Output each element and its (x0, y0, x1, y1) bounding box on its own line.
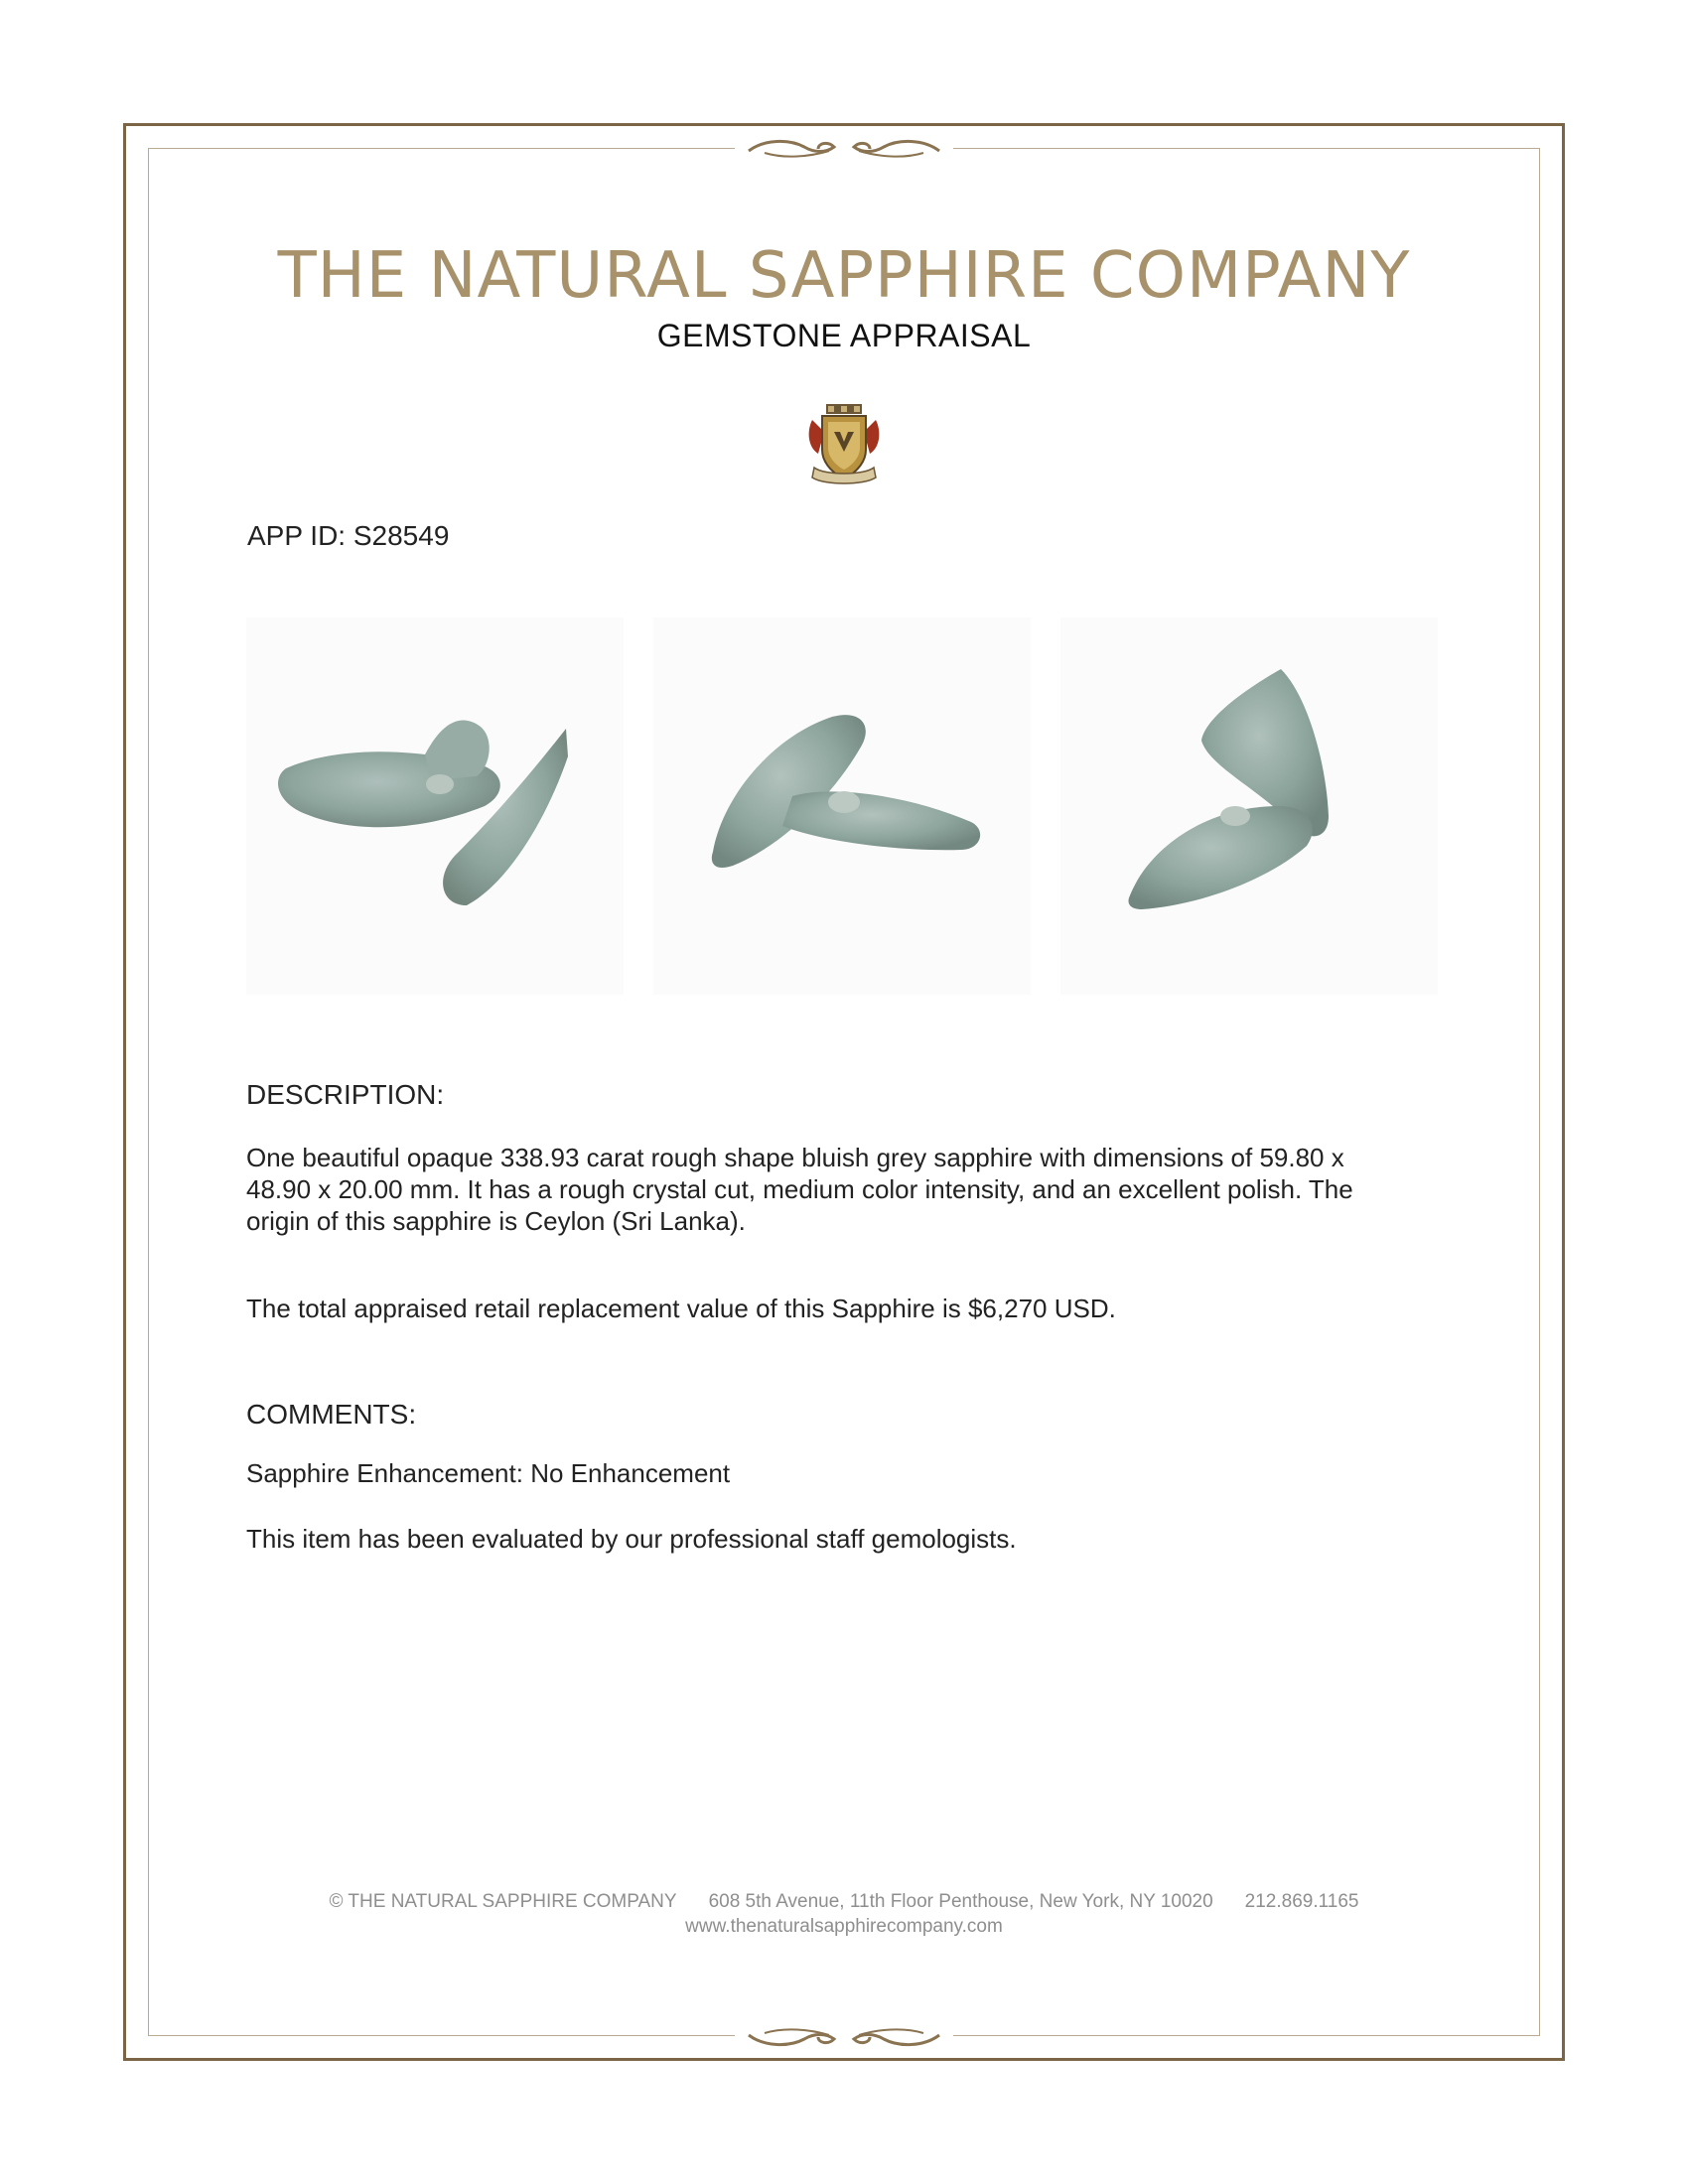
evaluation-note: This item has been evaluated by our professional staff gemologists. (246, 1524, 1017, 1554)
sapphire-photo-view-1-icon (246, 617, 624, 995)
description-body (246, 1142, 1458, 1237)
description-line: 48.90 x 20.00 mm. It has a rough crystal cut, medium color intensity, and an excellent polish. The (246, 1174, 1353, 1204)
description-line: origin of this sapphire is Ceylon (Sri Lanka). (246, 1206, 746, 1236)
footer-address: 608 5th Avenue, 11th Floor Penthouse, New York, NY 10020 (708, 1891, 1213, 1912)
description-line: One beautiful opaque 338.93 carat rough shape bluish grey sapphire with dimensions of 59.80 x (246, 1143, 1344, 1172)
footer-contact (149, 1890, 1539, 1914)
app-id: APP ID: S28549 (247, 520, 450, 551)
appraised-value: The total appraised retail replacement value of this Sapphire is $6,270 USD. (246, 1294, 1116, 1323)
sapphire-photo-view-3-icon (1060, 617, 1438, 995)
footer-website[interactable]: www.thenaturalsapphirecompany.com (685, 1916, 1003, 1937)
sapphire-photo-3 (1060, 617, 1438, 995)
document-title: GEMSTONE APPRAISAL (656, 318, 1032, 353)
enhancement-note: Sapphire Enhancement: No Enhancement (246, 1458, 731, 1488)
top-ornament-icon (735, 129, 953, 169)
heraldic-crest-logo-icon (804, 402, 884, 491)
sapphire-photo-view-2-icon (653, 617, 1031, 995)
footer-copyright: © THE NATURAL SAPPHIRE COMPANY (329, 1891, 677, 1912)
photo-gallery (246, 617, 1438, 995)
description-heading: DESCRIPTION: (246, 1079, 445, 1110)
sapphire-photo-2 (653, 617, 1031, 995)
bottom-ornament-icon (735, 2017, 953, 2057)
footer-phone: 212.869.1165 (1244, 1891, 1359, 1912)
sapphire-photo-1 (246, 617, 624, 995)
comments-heading: COMMENTS: (246, 1399, 417, 1430)
company-name: THE NATURAL SAPPHIRE COMPANY (277, 239, 1411, 313)
